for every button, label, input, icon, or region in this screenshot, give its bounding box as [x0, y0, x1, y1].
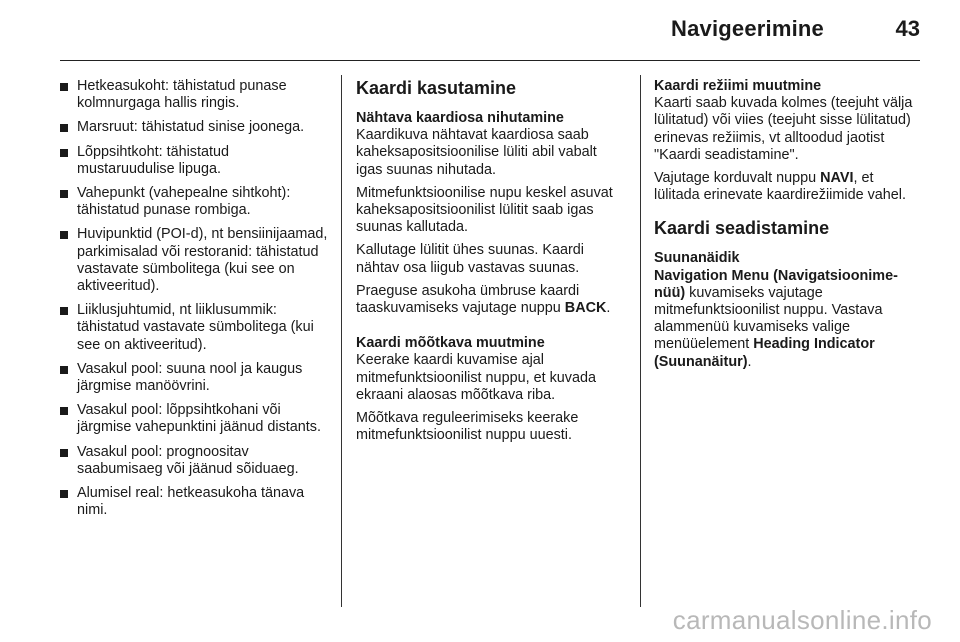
list-item: Lõppsihtkoht: tähistatud mustaruudulise lipuga.	[60, 144, 328, 178]
paragraph: Vajutage korduvalt nuppu NAVI, et lülitada erinevate kaardirežiimide vahel.	[654, 170, 906, 204]
map-symbol-list	[60, 78, 328, 519]
list-item: Huvipunktid (POI-d), nt bensiinijaamad, parkimisalad või restoranid: tähistatud vastavate sümbolitega (kui see on aktiveeritud).	[60, 226, 328, 295]
bullet-icon	[60, 366, 68, 374]
subsection-heading: Kaardi režiimi muutmine	[654, 78, 822, 94]
paragraph: Mõõtkava reguleerimiseks keerake mitmefunktsioonilist nuppu uuesti.	[356, 410, 579, 444]
header-rule	[60, 60, 920, 61]
menu-name: Navigation Menu (Navigatsioonime-nüü)	[654, 267, 898, 301]
button-name-back: BACK	[564, 300, 607, 317]
menu-item-name: Heading Indicator (Suunanäitur)	[654, 336, 875, 370]
list-item: Marsruut: tähistatud sinise joonega.	[60, 119, 328, 136]
list-item: Liiklusjuhtumid, nt liiklusummik: tähistatud vastavate sümbolitega (kui see on aktiveeritud).	[60, 302, 328, 354]
watermark: carmanualsonline.info	[672, 605, 932, 635]
subsection-heading: Nähtava kaardiosa nihutamine	[356, 110, 564, 126]
paragraph: Kallutage lülitit ühes suunas. Kaardi nähtav osa liigub vastavas suunas.	[356, 242, 584, 276]
list-item: Hetkeasukoht: tähistatud punase kolmnurgaga hallis ringis.	[60, 78, 328, 112]
button-name-navi: NAVI	[820, 170, 854, 187]
list-item: Vasakul pool: suuna nool ja kaugus järgmise manöövrini.	[60, 361, 328, 395]
bullet-icon	[60, 449, 68, 457]
bullet-icon	[60, 231, 68, 239]
section-heading: Kaardi seadistamine	[654, 218, 830, 239]
list-item: Alumisel real: hetkeasukoha tänava nimi.	[60, 485, 328, 519]
bullet-icon	[60, 83, 68, 91]
page-section-title: Navigeerimine	[670, 16, 824, 41]
bullet-icon	[60, 190, 68, 198]
column-3	[654, 78, 922, 377]
bullet-icon	[60, 490, 68, 498]
list-item: Vahepunkt (vahepealne sihtkoht): tähistatud punase rombiga.	[60, 185, 328, 219]
subsection-heading: Kaardi mõõtkava muutmine	[356, 335, 545, 352]
bullet-icon	[60, 307, 68, 315]
paragraph: Kaardikuva nähtavat kaardiosa saab kaheksapositsioonilise lüliti abil vabalt igas suunas nihutada.	[356, 127, 597, 178]
subsection-heading: Suunanäidik	[654, 250, 740, 267]
paragraph: Navigation Menu (Navigatsioonime-nüü) kuvamiseks vajutage mitmefunktsioonilist nuppu. Vastava alammenüü kuvamiseks valige menüüelement Heading Indicator (Suunanäitur).	[654, 267, 898, 370]
column-1	[60, 78, 328, 526]
list-item: Vasakul pool: lõppsihtkohani või järgmise vahepunktini jäänud distants.	[60, 402, 328, 436]
paragraph: Mitmefunktsioonilise nupu keskel asuvat kaheksapositsioonilist lülitit saab igas suunas kallutada.	[356, 184, 613, 236]
paragraph: Keerake kaardi kuvamise ajal mitmefunktsioonilist nuppu, et kuvada ekraani alaosas mõõtkava riba.	[356, 352, 596, 403]
bullet-icon	[60, 407, 68, 415]
list-item: Vasakul pool: prognoositav saabumisaeg või jäänud sõiduaeg.	[60, 444, 328, 478]
page-number: 43	[895, 16, 920, 41]
column-divider-1	[341, 75, 342, 607]
bullet-icon	[60, 124, 68, 132]
section-heading: Kaardi kasutamine	[356, 78, 517, 98]
paragraph: Praeguse asukoha ümbruse kaardi taaskuvamiseks vajutage nuppu BACK.	[356, 282, 611, 317]
paragraph: Kaarti saab kuvada kolmes (teejuht välja lülitatud) või viies (teejuht sisse lülitatud) erinevas režiimis, vt alltoodud jaotist "Kaardi seadistamine".	[654, 95, 913, 163]
column-2	[356, 78, 624, 450]
column-divider-2	[640, 75, 641, 607]
bullet-icon	[60, 149, 68, 157]
